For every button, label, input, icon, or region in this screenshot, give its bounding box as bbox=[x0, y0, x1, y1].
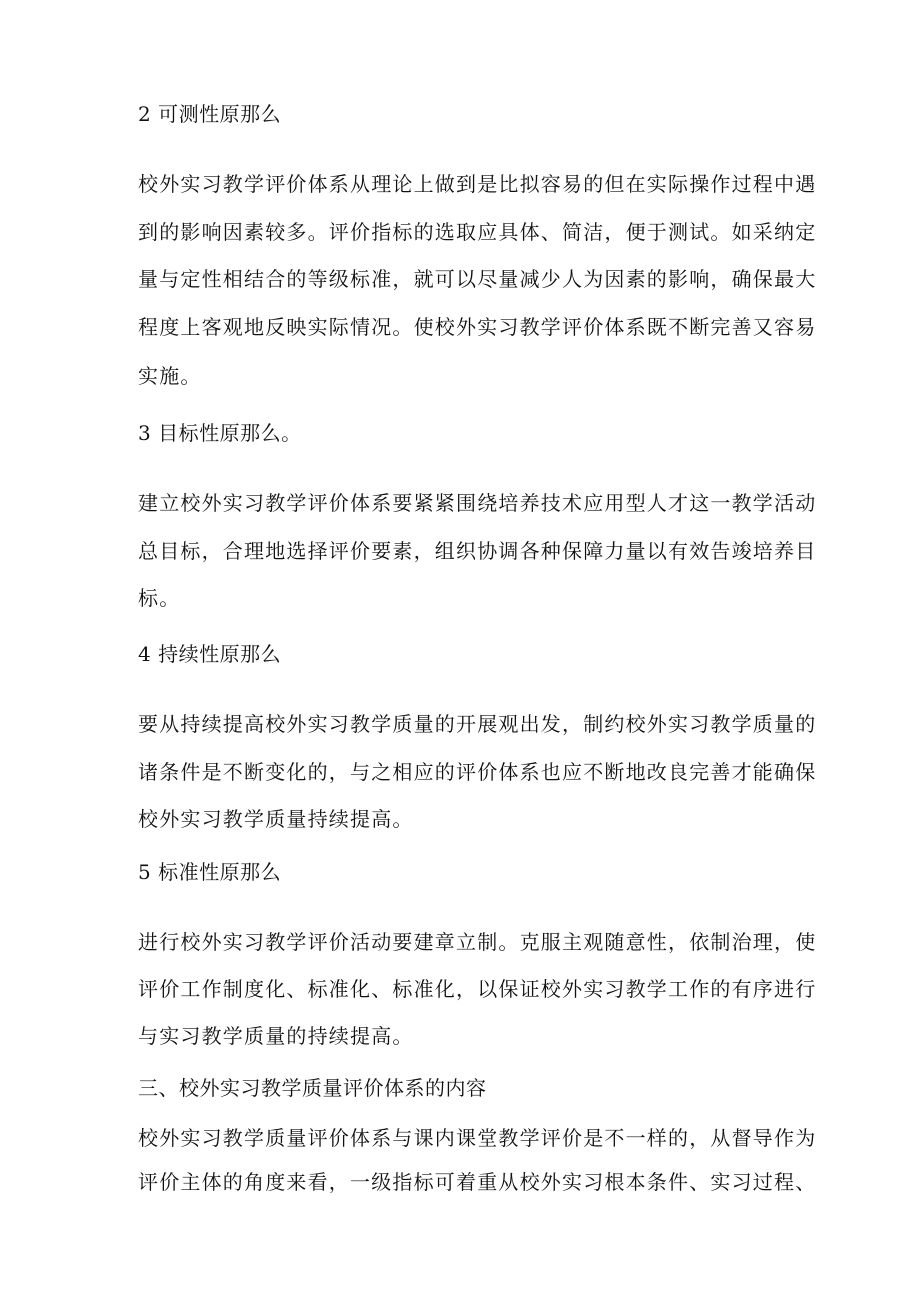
paragraph-line: 程度上客观地反映实际情况。使校外实习教学评价体系既不断完善又容易 bbox=[138, 315, 817, 339]
paragraph-line: 与实习教学质量的持续提高。 bbox=[138, 1024, 414, 1048]
section-heading-continuity: 4 持续性原那么 bbox=[138, 642, 282, 666]
section-heading-goal: 3 目标性原那么。 bbox=[138, 421, 302, 445]
paragraph-line: 实施。 bbox=[138, 364, 202, 388]
paragraph-line: 标。 bbox=[138, 586, 181, 610]
paragraph-line: 诸条件是不断变化的，与之相应的评价体系也应不断地改良完善才能确保 bbox=[138, 760, 817, 784]
paragraph-line: 评价主体的角度来看，一级指标可着重从校外实习根本条件、实习过程、 bbox=[138, 1170, 817, 1194]
paragraph-line: 到的影响因素较多。评价指标的选取应具体、简洁，便于测试。如采纳定 bbox=[138, 220, 817, 244]
paragraph-line: 量与定性相结合的等级标准，就可以尽量减少人为因素的影响，确保最大 bbox=[138, 267, 817, 291]
paragraph-line: 总目标，合理地选择评价要素，组织协调各种保障力量以有效告竣培养目 bbox=[138, 539, 817, 563]
paragraph-line: 要从持续提高校外实习教学质量的开展观出发，制约校外实习教学质量的 bbox=[138, 712, 817, 736]
section-heading-standard: 5 标准性原那么 bbox=[138, 860, 282, 884]
paragraph-line: 建立校外实习教学评价体系要紧紧围绕培养技术应用型人才这一教学活动 bbox=[138, 491, 817, 515]
section-heading-content: 三、校外实习教学质量评价体系的内容 bbox=[138, 1076, 487, 1100]
paragraph-line: 评价工作制度化、标准化、标准化，以保证校外实习教学工作的有序进行 bbox=[138, 977, 817, 1001]
section-heading-measurability: 2 可测性原那么 bbox=[138, 102, 282, 126]
paragraph-line: 进行校外实习教学评价活动要建章立制。克服主观随意性，依制治理，使 bbox=[138, 930, 817, 954]
paragraph-line: 校外实习教学质量评价体系与课内课堂教学评价是不一样的，从督导作为 bbox=[138, 1126, 817, 1150]
paragraph-line: 校外实习教学评价体系从理论上做到是比拟容易的但在实际操作过程中遇 bbox=[138, 172, 817, 196]
paragraph-line: 校外实习教学质量持续提高。 bbox=[138, 807, 414, 831]
